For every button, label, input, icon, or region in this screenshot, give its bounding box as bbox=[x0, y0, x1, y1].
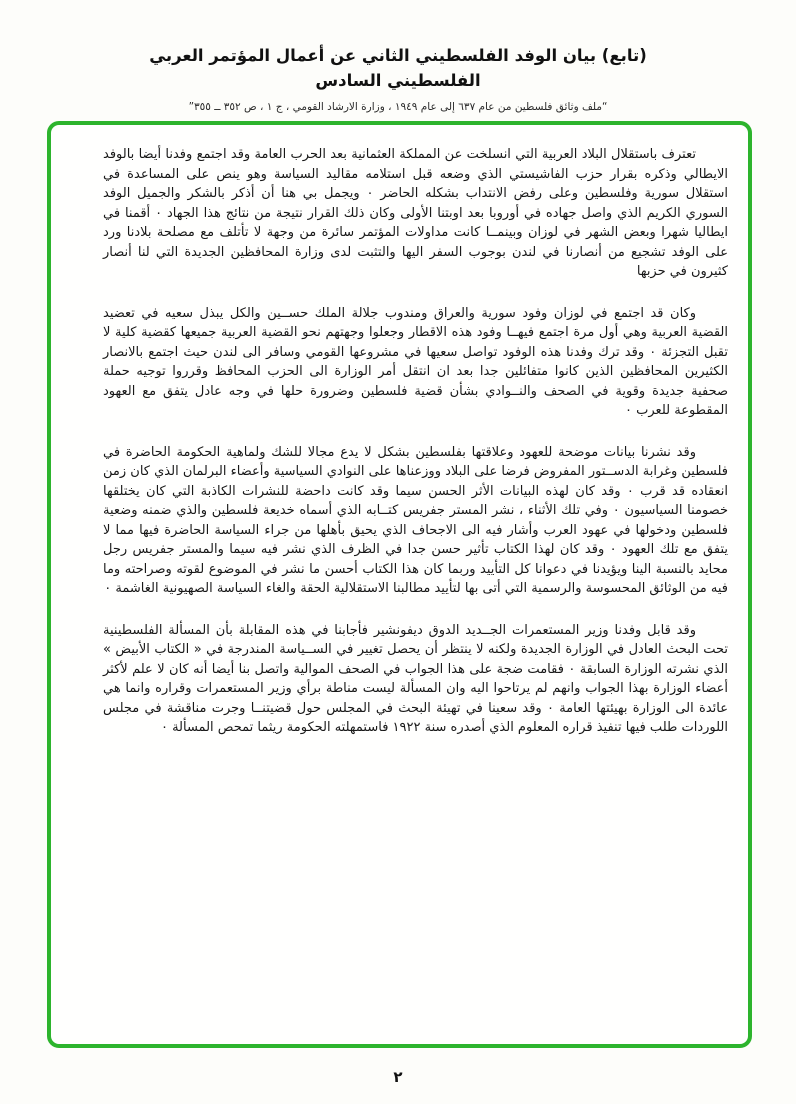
document-header bbox=[0, 0, 796, 113]
paragraph: وكان قد اجتمع في لوزان وفود سورية والعراق ومندوب جلالة الملك حســين والكل يبذل سعيه في تعضيد القضية العربية وهي أول مرة اجتمع فيهــا وفود هذه الاقطار وجعلوا وجهتهم نحو القضية العربية جميعها كقضية كلية لا تقبل التجزئة ٠ وقد ترك وفدنا هذه الوفود تواصل سعيها في مشروعها القومي وسافر الى لندن حيث اجتمع بالانصار الكثيرين المحافظين الذين كانوا متفائلين جدا بعد ان انتقل أمر الوزارة الى الحزب المحافظ وقرروا توجيه حملة صحفية جديدة وقوية في الصحف والنــوادي بشأن قضية فلسطين وضرورة حلها في وجه عادل يتفق مع العهود المقطوعة للعرب ٠ bbox=[103, 305, 729, 418]
document-body bbox=[51, 125, 748, 1044]
page-number: ٢ bbox=[393, 1068, 403, 1086]
content-frame bbox=[47, 121, 752, 1048]
source-citation: “ملف وثائق فلسطين من عام ٦٣٧ إلى عام ١٩٤٩ ، وزارة الارشاد القومي ، ج ١ ، ص ٣٥٢ ــ ٣٥٥” bbox=[188, 100, 608, 113]
page-title: (تابع) بيان الوفد الفلسطيني الثاني عن أعمال المؤتمر العربي الفلسطيني السادس bbox=[149, 46, 647, 90]
paragraph: وقد قابل وفدنا وزير المستعمرات الجــديد الدوق ديفونشير فأجابنا في هذه المقابلة بأن المسألة الفلسطينية تحت البحث العادل في الوزارة الجديدة ولكنه لا ينتظر أن يحصل تغيير في الســياسة المندرجة في « الكتاب الأبيض » الذي نشرته الوزارة السابقة ٠ فقامت ضجة على هذا الجواب في الصحف الموالية واتصل بنا أيضا أنه كان لا علم لأكثر أعضاء الوزارة بهذا الجواب وانهم لم يرتاحوا اليه وان المسألة ليست مناطة برأي وزير المستعمرات وقراره وانما هي عائدة الى الوزارة بهيئتها العامة ٠ وقد سعينا في تهيئة البحث في المجلس حول قضيتنــا وجرت مناقشة في مجلس اللوردات طلب فيها تنفيذ قراره المعلوم الذي أصدره سنة ١٩٢٢ فاستمهلته الحكومة ريثما تمحص المسألة ٠ bbox=[103, 622, 729, 735]
paragraph: تعترف باستقلال البلاد العربية التي انسلخت عن المملكة العثمانية بعد الحرب العامة وقد اجتمع وفدنا أيضا بالوفد الايطالي وذكره بقرار حزب الفاشيستي الذي وضعه قبل استلامه مقاليد السياسة وهو ينص على المساعدة في استقلال سورية وفلسطين وعلى رفض الانتداب بشكله الحاضر ٠ ويجمل بي هنا أن أذكر بالشكر والجميل الوفد السوري الكريم الذي واصل جهاده في أوروبا بعد اوبتنا الأولى وكان ذلك القرار نتيجة من نتائج هذا الجهاد ٠ أقمنا في ايطاليا شهرا وبعض الشهر في لوزان وبينمــا كانت مداولات المؤتمر سائرة من وجهة لا تأتلف مع مصلحة بلادنا ورد على الوفد تشجيع من أنصارنا في لندن بوجوب السفر اليها والتثبت لدى وزارة المحافظين الجديدة التي لنا أنصار كثيرون في حزبها bbox=[103, 147, 728, 279]
paragraph: وقد نشرنا بيانات موضحة للعهود وعلاقتها بفلسطين بشكل لا يدع مجالا للشك ولماهية الحكومة الحاضرة في فلسطين وغرابة الدســتور المفروض فرضا على البلاد ووزعناها على النوادي السياسية وأعضاء البرلمان الذي كان زمن انعقاده قد قرب ٠ وقد كان لهذه البيانات الأثر الحسن سيما وقد كانت داحضة للنشرات الكاذبة التي كان يختلقها خصومنا السياسيون ٠ وفي تلك الأثناء ، نشر المستر جفريس كتــابه الذي أسماه خديعة فلسطين والذي ضمنه وضعية فلسطين ودخولها في عهود العرب وأشار فيه الى الاجحاف الذي يحيق بأهلها من جراء السياسة الحاضرة فيها مما لا يتفق مع تلك العهود ٠ وقد كان لهذا الكتاب تأثير حسن جدا في الظرف الذي نشر فيه سيما والمستر جفريس رجل محايد بالنسبة الينا ويؤيدنا في دعوانا كل التأييد وربما كان هذا الكتاب أحسن ما نشر في الموضوع لقوته وصراحته وما فيه من الوثائق المحسوسة والرسمية التي أتى بها لتأييد مطالبنا الاستقلالية الحقة والغاء السياسة الصهيونية الغاشمة ٠ bbox=[103, 444, 728, 596]
